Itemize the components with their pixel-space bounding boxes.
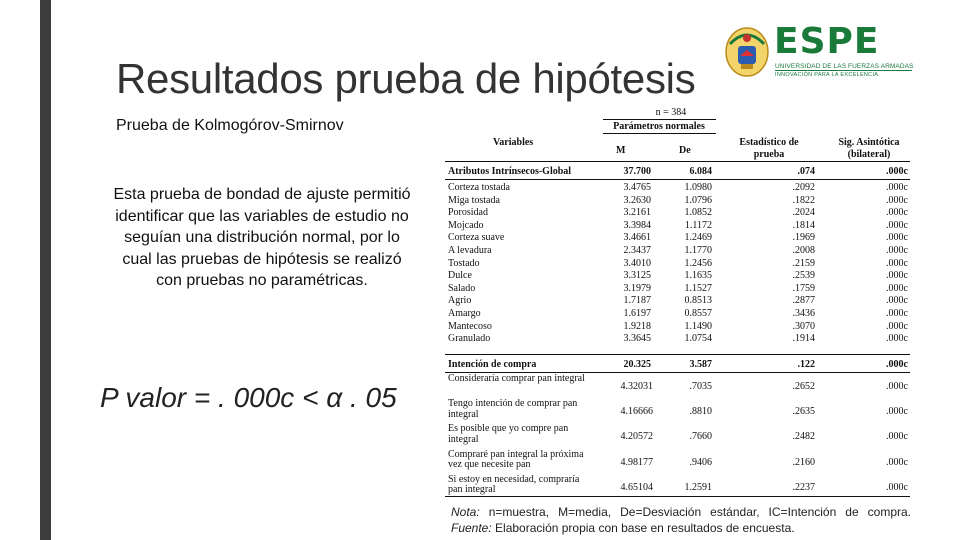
cell-var: Corteza tostada bbox=[448, 182, 510, 193]
cell-sig: .000c bbox=[886, 481, 908, 493]
cell-de: .7035 bbox=[689, 381, 712, 392]
cell-var: Tengo intención de comprar pan integral bbox=[448, 398, 578, 420]
cell-sig: .000c bbox=[886, 270, 908, 282]
cell-de: 1.1172 bbox=[684, 219, 712, 231]
cell-var: Porosidad bbox=[448, 207, 488, 219]
slide-subtitle: Prueba de Kolmogórov-Smirnov bbox=[116, 117, 344, 134]
cell-est: .1969 bbox=[792, 232, 815, 244]
p-value-statement: P valor = . 000c < α . 05 bbox=[100, 382, 397, 413]
col-header-m: M bbox=[616, 145, 626, 156]
cell-m: 3.2161 bbox=[623, 207, 651, 219]
cell-est: .2539 bbox=[792, 270, 815, 282]
table-row-section1 bbox=[445, 166, 910, 179]
group-header: Parámetros normales bbox=[613, 121, 705, 132]
cell-est: .1759 bbox=[792, 282, 815, 294]
cell-est: .3436 bbox=[792, 308, 815, 319]
cell-m: 3.1979 bbox=[623, 282, 651, 294]
col-header-de: De bbox=[679, 145, 691, 156]
cell-de: 1.1490 bbox=[684, 320, 712, 332]
cell-de: .9406 bbox=[689, 456, 712, 468]
cell-est: .2652 bbox=[792, 381, 815, 392]
cell-de: 1.1527 bbox=[684, 282, 712, 294]
cell-est: .2635 bbox=[792, 406, 815, 418]
table-row bbox=[445, 424, 910, 448]
espe-logo bbox=[724, 22, 914, 80]
cell-m: 20.325 bbox=[623, 359, 651, 370]
note-label: Nota: bbox=[451, 505, 480, 519]
cell-m: 37.700 bbox=[623, 166, 651, 177]
table-row-section2 bbox=[445, 359, 910, 372]
cell-var: Si estoy en necesidad, compraría pan integral bbox=[448, 473, 580, 496]
table-row bbox=[445, 450, 910, 474]
cell-var: Corteza suave bbox=[448, 232, 505, 244]
col-header-est-2: prueba bbox=[753, 149, 785, 160]
cell-var: Agrio bbox=[448, 295, 472, 307]
cell-sig: .000c bbox=[886, 194, 908, 206]
cell-de: 3.587 bbox=[689, 359, 712, 370]
table-row bbox=[445, 270, 910, 283]
cell-var: Granulado bbox=[448, 333, 491, 345]
cell-sig: .000c bbox=[886, 381, 908, 392]
col-header-variables: Variables bbox=[493, 137, 534, 148]
cell-m: 3.2630 bbox=[623, 194, 651, 206]
section1-rule bbox=[445, 179, 910, 180]
cell-est: .2160 bbox=[792, 456, 815, 468]
cell-m: 3.3984 bbox=[623, 219, 651, 231]
table-row bbox=[445, 245, 910, 258]
cell-est: .2159 bbox=[792, 257, 815, 269]
table-row bbox=[445, 258, 910, 271]
cell-est: .2024 bbox=[792, 207, 815, 219]
table-row bbox=[445, 283, 910, 296]
cell-est: .122 bbox=[797, 359, 815, 370]
cell-m: 4.16666 bbox=[620, 406, 653, 418]
cell-de: 1.0852 bbox=[684, 207, 712, 219]
cell-est: .1914 bbox=[792, 333, 815, 345]
cell-de: 1.2469 bbox=[684, 232, 712, 244]
cell-var: Consideraría comprar pan integral bbox=[448, 373, 585, 384]
source-label: Fuente: bbox=[451, 521, 492, 535]
cell-sig: .000c bbox=[886, 320, 908, 332]
cell-de: 1.2456 bbox=[684, 257, 712, 269]
sample-size-label: n = 384 bbox=[655, 107, 687, 118]
cell-est: .2482 bbox=[792, 431, 815, 443]
cell-m: 1.7187 bbox=[623, 295, 651, 307]
table-row bbox=[445, 220, 910, 233]
cell-sig: .000c bbox=[886, 456, 908, 468]
ks-results-table bbox=[445, 107, 910, 497]
cell-var: Salado bbox=[448, 282, 476, 294]
section2-top-rule bbox=[445, 354, 910, 355]
cell-de: .8810 bbox=[689, 406, 712, 418]
table-row bbox=[445, 182, 910, 195]
cell-de: 1.0796 bbox=[684, 194, 712, 206]
cell-de: .7660 bbox=[689, 431, 712, 443]
table-row bbox=[445, 333, 910, 346]
cell-sig: .000c bbox=[886, 257, 908, 269]
cell-m: 4.65104 bbox=[620, 481, 653, 493]
cell-var: Mojcado bbox=[448, 219, 484, 231]
cell-de: 0.8513 bbox=[684, 295, 712, 307]
university-seal-icon bbox=[724, 22, 770, 80]
cell-est: .2237 bbox=[792, 481, 815, 493]
cell-de: 1.1635 bbox=[684, 270, 712, 282]
slide-title: Resultados prueba de hipótesis bbox=[116, 55, 696, 102]
cell-m: 1.6197 bbox=[623, 308, 651, 319]
cell-de: 1.2591 bbox=[684, 481, 712, 493]
cell-var: Dulce bbox=[448, 270, 472, 282]
cell-est: .2008 bbox=[792, 245, 815, 256]
cell-sig: .000c bbox=[886, 207, 908, 219]
cell-sig: .000c bbox=[886, 166, 908, 177]
table-row bbox=[445, 374, 910, 398]
cell-de: 6.084 bbox=[689, 166, 712, 177]
cell-m: 2.3437 bbox=[623, 245, 651, 256]
espe-logo-wordmark: ESPE bbox=[774, 21, 880, 62]
table-note bbox=[451, 504, 911, 536]
cell-m: 3.4765 bbox=[623, 182, 651, 193]
cell-m: 1.9218 bbox=[623, 320, 651, 332]
cell-est: .2092 bbox=[792, 182, 815, 193]
logo-motto-line: INNOVACIÓN PARA LA EXCELENCIA bbox=[775, 72, 879, 78]
cell-sig: .000c bbox=[886, 282, 908, 294]
cell-var: Es posible que yo compre pan integral bbox=[448, 423, 569, 445]
cell-sig: .000c bbox=[886, 232, 908, 244]
n-underline bbox=[603, 119, 716, 120]
cell-var: Intención de compra bbox=[448, 359, 537, 370]
table-row bbox=[445, 207, 910, 220]
table-row bbox=[445, 399, 910, 423]
cell-var: Mantecoso bbox=[448, 320, 492, 332]
source-text: Elaboración propia con base en resultados de encuesta. bbox=[491, 521, 795, 535]
cell-m: 3.4010 bbox=[623, 257, 651, 269]
cell-m: 3.4661 bbox=[623, 232, 651, 244]
cell-est: .2877 bbox=[792, 295, 815, 307]
logo-university-line: UNIVERSIDAD DE LAS FUERZAS ARMADAS bbox=[775, 63, 914, 70]
cell-var: Miga tostada bbox=[448, 194, 500, 206]
cell-m: 4.32031 bbox=[620, 381, 653, 392]
slide-description: Esta prueba de bondad de ajuste permitió identificar que las variables de estudio no seguían una distribución normal, por lo cual las pruebas de hipótesis se realizó con pruebas no paramétricas. bbox=[113, 186, 411, 289]
col-header-sig-2: (bilateral) bbox=[847, 149, 891, 160]
cell-est: .074 bbox=[797, 166, 815, 177]
cell-m: 4.20572 bbox=[620, 431, 653, 443]
cell-est: .1814 bbox=[792, 219, 815, 231]
cell-sig: .000c bbox=[886, 308, 908, 319]
table-row bbox=[445, 321, 910, 334]
cell-est: .1822 bbox=[792, 194, 815, 206]
cell-de: 1.1770 bbox=[684, 245, 712, 256]
cell-sig: .000c bbox=[886, 219, 908, 231]
table-row bbox=[445, 295, 910, 308]
logo-divider bbox=[775, 70, 912, 71]
note-text: n=muestra, M=media, De=Desviación estándar, IC=Intención de compra. bbox=[479, 505, 911, 519]
col-header-sig-1: Sig. Asintótica bbox=[838, 137, 900, 148]
cell-sig: .000c bbox=[886, 406, 908, 418]
cell-var: A levadura bbox=[448, 245, 492, 256]
cell-sig: .000c bbox=[886, 182, 908, 193]
table-row bbox=[445, 232, 910, 245]
cell-var: Amargo bbox=[448, 308, 481, 319]
cell-m: 4.98177 bbox=[620, 456, 653, 468]
cell-sig: .000c bbox=[886, 333, 908, 345]
group-header-underline bbox=[603, 133, 716, 134]
cell-sig: .000c bbox=[886, 359, 908, 370]
cell-sig: .000c bbox=[886, 295, 908, 307]
cell-sig: .000c bbox=[886, 431, 908, 443]
cell-var: Compraré pan integral la próxima vez que necesite pan bbox=[448, 448, 584, 471]
table-bottom-rule bbox=[445, 496, 910, 497]
table-row bbox=[445, 195, 910, 208]
cell-var: Atributos Intrínsecos-Global bbox=[448, 166, 572, 177]
cell-de: 1.0980 bbox=[684, 182, 712, 193]
table-row bbox=[445, 308, 910, 321]
cell-est: .3070 bbox=[792, 320, 815, 332]
col-header-est-1: Estadístico de bbox=[739, 137, 799, 148]
cell-de: 0.8557 bbox=[684, 308, 712, 319]
cell-sig: .000c bbox=[886, 245, 908, 256]
cell-var: Tostado bbox=[448, 257, 480, 269]
cell-m: 3.3645 bbox=[623, 333, 651, 345]
left-accent-bar bbox=[40, 0, 51, 540]
cell-m: 3.3125 bbox=[623, 270, 651, 282]
header-bottom-rule bbox=[445, 161, 910, 162]
cell-de: 1.0754 bbox=[684, 333, 712, 345]
